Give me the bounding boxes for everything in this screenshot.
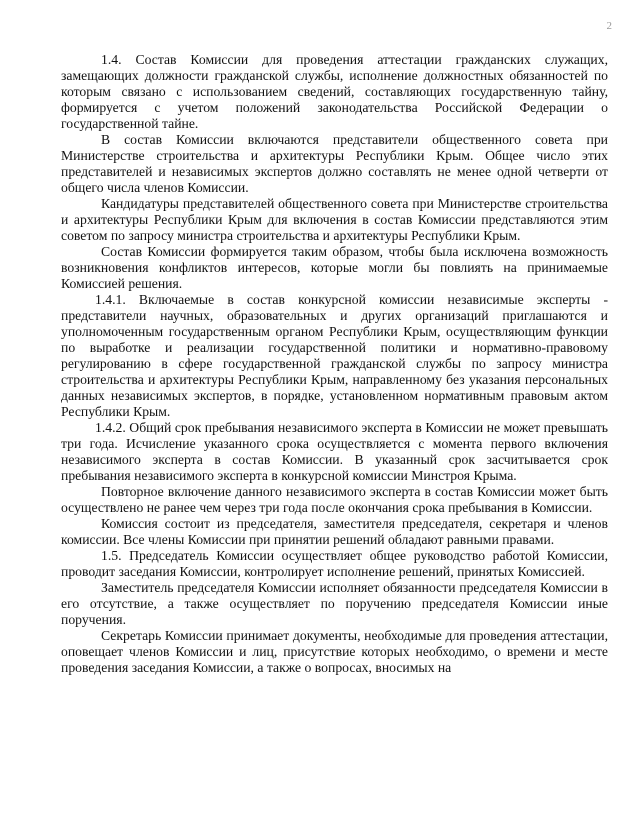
paragraph-commission-members: Комиссия состоит из председателя, заместителя председателя, секретаря и членов комиссии. Все члены Комиссии при принятии решений обладают равными правами.: [61, 516, 608, 547]
paragraph-composition: 1.4. Состав Комиссии для проведения аттестации гражданских служащих, замещающих должности гражданской службы, исполнение должностных обязанностей по которым связано с использованием сведений, составляющих государственную тайну, формируется с учетом положений законодательства Российской Федерации о государственной тайне.: [61, 52, 608, 131]
paragraph-deputy-chairman: Заместитель председателя Комиссии исполняет обязанности председателя Комиссии в его отсутствие, а также осуществляет по поручению председателя Комиссии иные поручения.: [61, 580, 608, 627]
paragraph-1-5-chairman: 1.5. Председатель Комиссии осуществляет общее руководство работой Комиссии, проводит заседания Комиссии, контролирует исполнение решений, принятых Комиссией.: [61, 548, 608, 579]
paragraph-repeat-inclusion: Повторное включение данного независимого эксперта в состав Комиссии может быть осуществлено не ранее чем через три года после окончания срока пребывания в Комиссии.: [61, 484, 608, 515]
paragraph-1-4-1: 1.4.1. Включаемые в состав конкурсной комиссии независимые эксперты - представители научных, образовательных и других организаций приглашаются и уполномоченным государственным органом Республики Крым, осуществляющим функции по выработке и реализации государственной политики и нормативно-правовому регулированию в сфере государственной гражданской службы по запросу министра строительства и архитектуры Республики Крым, направленному без указания персональных данных независимых экспертов, в порядке, установленном нормативным правовым актом Республики Крым.: [61, 292, 608, 419]
paragraph-public-council: В состав Комиссии включаются представители общественного совета при Министерстве строительства и архитектуры Республики Крым. Общее число этих представителей и независимых экспертов должно составлять не менее одной четверти от общего числа членов Комиссии.: [61, 132, 608, 195]
paragraph-conflict-of-interest: Состав Комиссии формируется таким образом, чтобы была исключена возможность возникновения конфликтов интересов, которые могли бы повлиять на принимаемые Комиссией решения.: [61, 244, 608, 291]
document-body: [61, 52, 608, 676]
paragraph-secretary: Секретарь Комиссии принимает документы, необходимые для проведения аттестации, оповещает членов Комиссии и лиц, присутствие которых необходимо, о времени и месте проведения заседания Комиссии, а также о вопросах, вносимых на: [61, 628, 608, 675]
page-number: 2: [606, 20, 612, 32]
paragraph-candidates: Кандидатуры представителей общественного совета при Министерстве строительства и архитектуры Республики Крым для включения в состав Комиссии представляются этим советом по запросу министра строительства и архитектуры Республики Крым.: [61, 196, 608, 243]
paragraph-1-4-2: 1.4.2. Общий срок пребывания независимого эксперта в Комиссии не может превышать три года. Исчисление указанного срока осуществляется с момента первого включения независимого эксперта в состав Комиссии. В указанный срок засчитывается срок пребывания независимого эксперта в конкурсной комиссии Минстроя Крыма.: [61, 420, 608, 483]
